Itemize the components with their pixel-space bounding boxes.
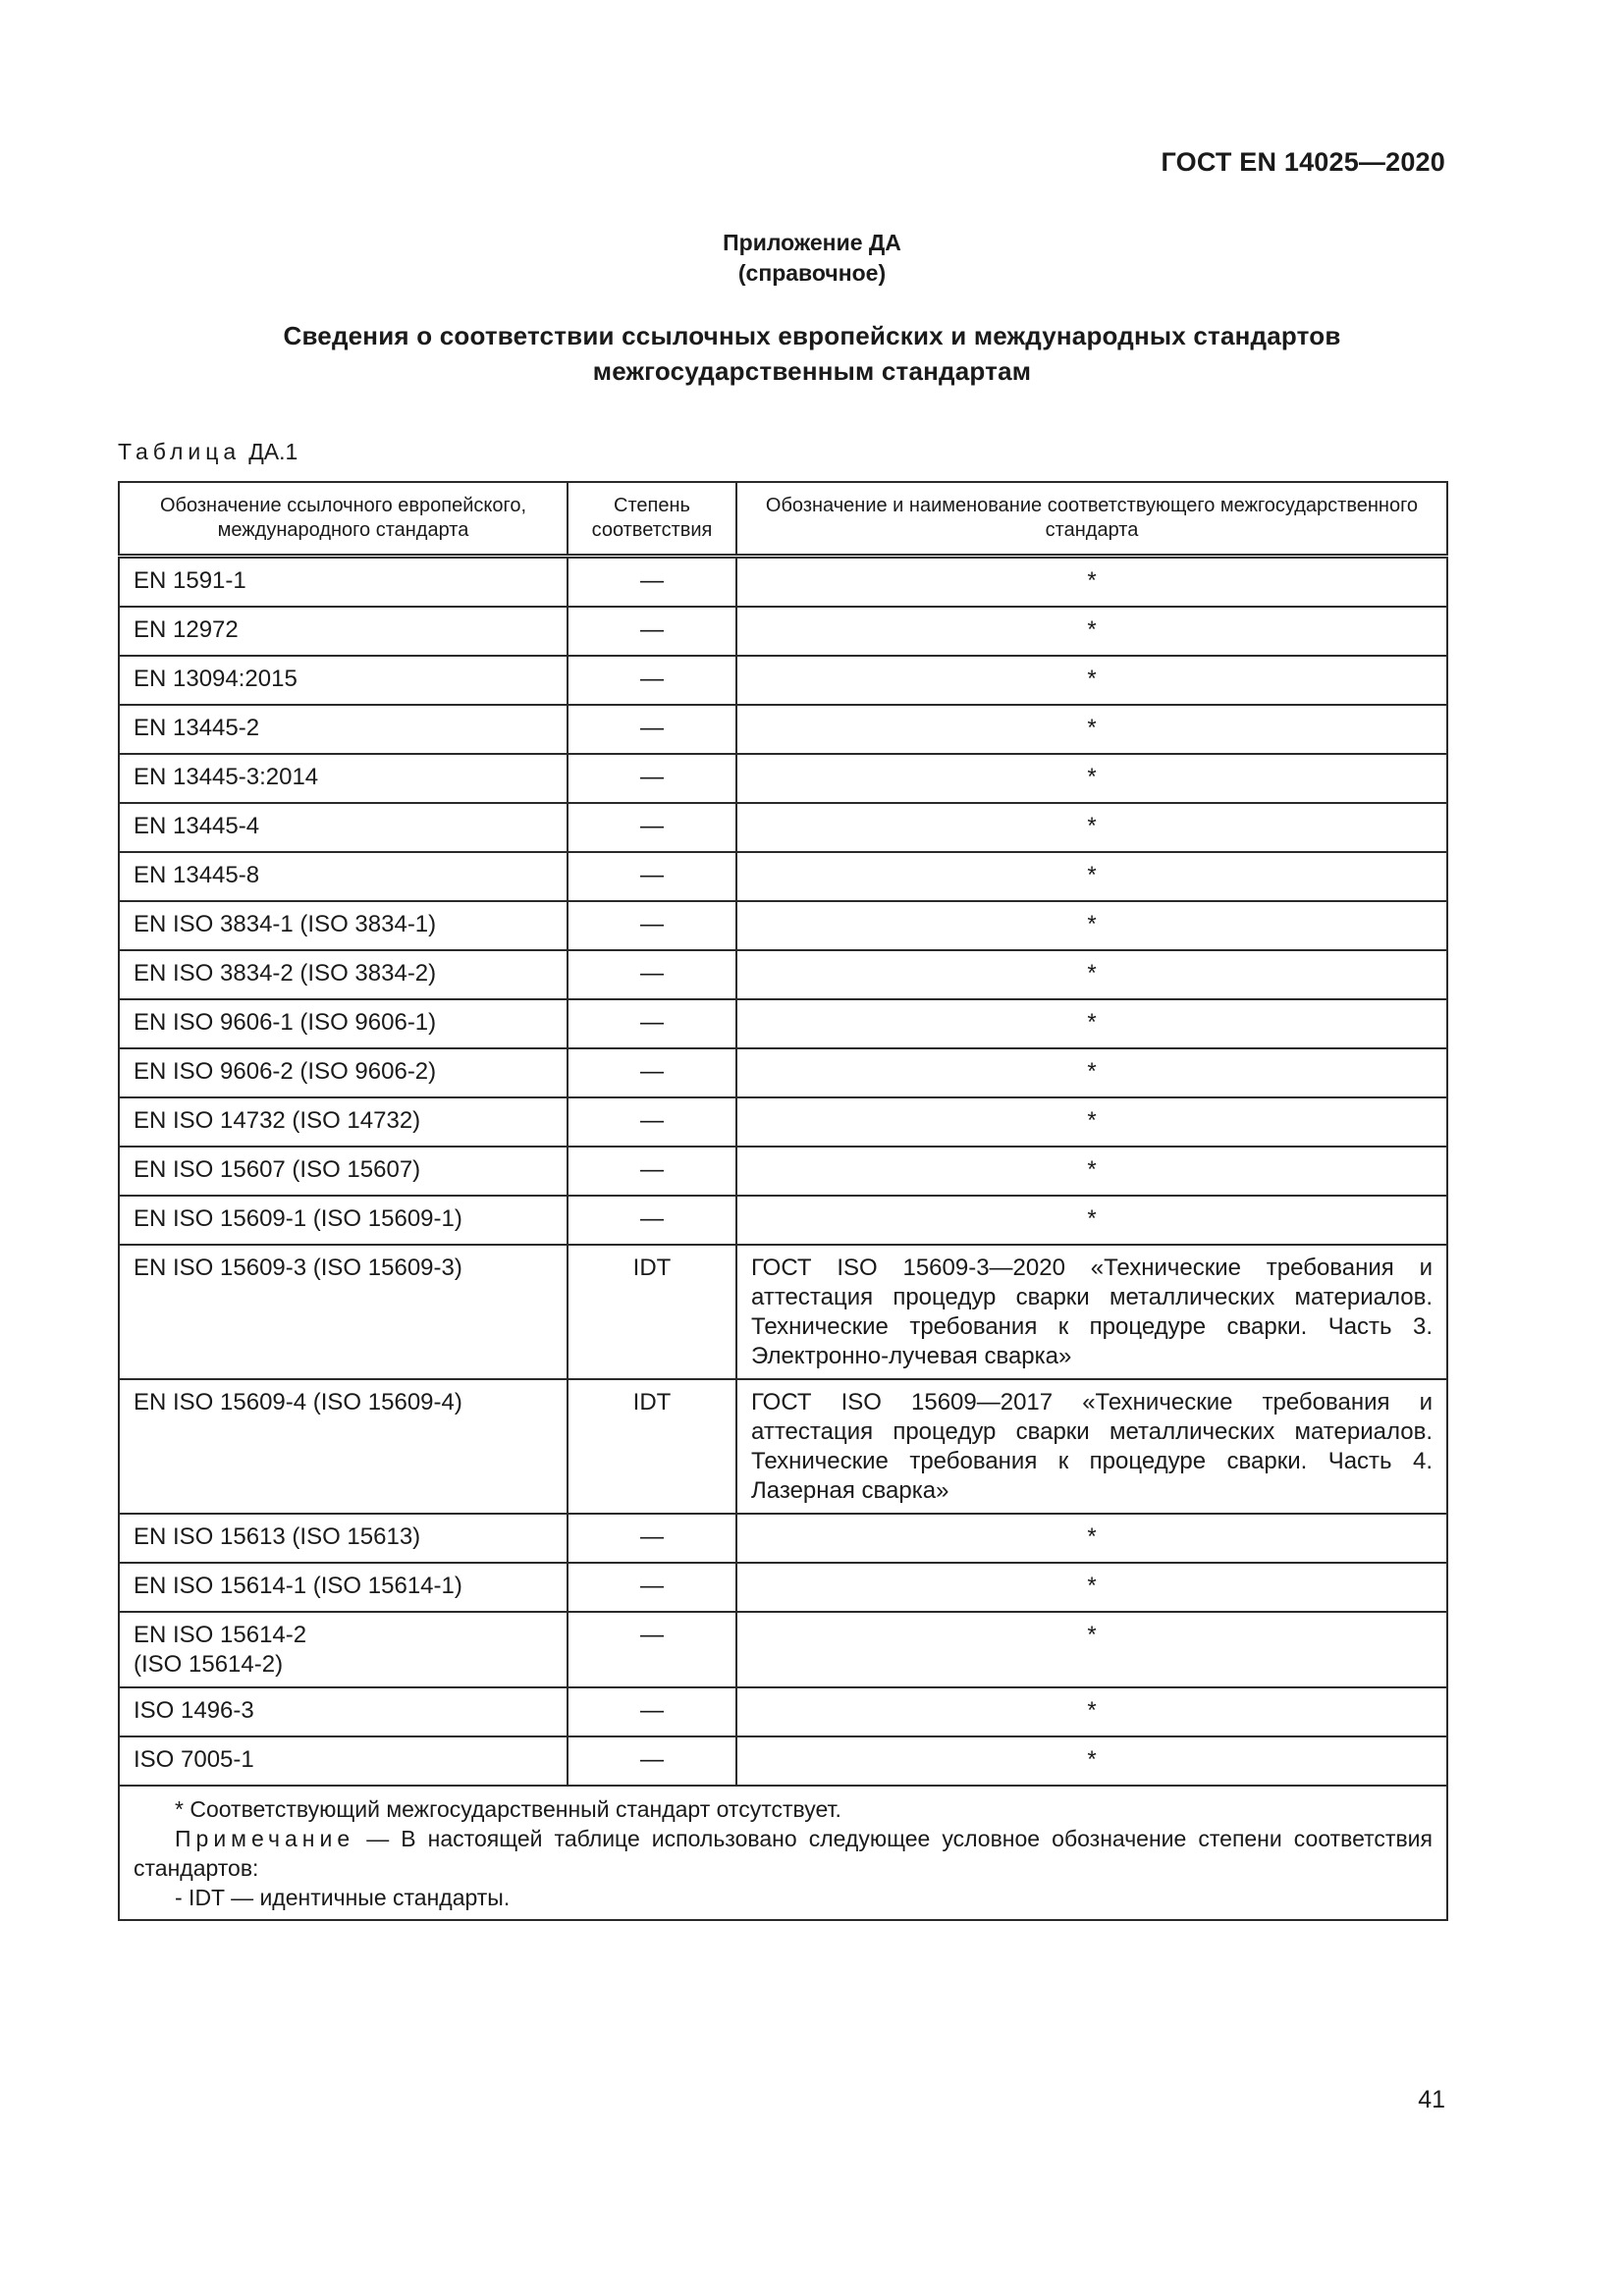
- cell-interstate-standard: *: [736, 1687, 1447, 1736]
- cell-reference-standard: EN ISO 3834-2 (ISO 3834-2): [119, 950, 568, 999]
- note-text: — В настоящей таблице использовано следующее условное обозначение степени соответствия стандартов:: [134, 1826, 1433, 1881]
- table-row: [119, 754, 1447, 803]
- cell-degree: —: [568, 1147, 736, 1196]
- cell-reference-standard: EN 13094:2015: [119, 656, 568, 705]
- annex-heading: [0, 228, 1624, 289]
- correspondence-table: [118, 481, 1448, 1921]
- cell-interstate-standard: *: [736, 754, 1447, 803]
- cell-interstate-standard: *: [736, 705, 1447, 754]
- cell-interstate-standard: *: [736, 901, 1447, 950]
- table-row: [119, 1379, 1447, 1514]
- table-row: [119, 901, 1447, 950]
- table-row: [119, 1514, 1447, 1563]
- cell-interstate-standard: *: [736, 1048, 1447, 1097]
- cell-degree: —: [568, 803, 736, 852]
- cell-reference-standard: EN ISO 15614-1 (ISO 15614-1): [119, 1563, 568, 1612]
- cell-degree: —: [568, 1196, 736, 1245]
- cell-interstate-standard: *: [736, 1147, 1447, 1196]
- cell-degree: —: [568, 999, 736, 1048]
- cell-reference-standard: EN 13445-8: [119, 852, 568, 901]
- document-designation: ГОСТ EN 14025—2020: [1161, 147, 1445, 177]
- cell-reference-standard: EN ISO 15613 (ISO 15613): [119, 1514, 568, 1563]
- header-reference-standard: Обозначение ссылочного европейского, международного стандарта: [119, 482, 568, 557]
- cell-reference-standard: EN ISO 15607 (ISO 15607): [119, 1147, 568, 1196]
- cell-interstate-standard: *: [736, 557, 1447, 608]
- table-row: [119, 803, 1447, 852]
- table-caption: [118, 439, 298, 465]
- cell-degree: —: [568, 1048, 736, 1097]
- table-row: [119, 1245, 1447, 1379]
- cell-reference-standard: EN ISO 15614-2 (ISO 15614-2): [119, 1612, 568, 1687]
- annex-kind: (справочное): [737, 260, 887, 286]
- cell-interstate-standard: *: [736, 803, 1447, 852]
- cell-degree: —: [568, 656, 736, 705]
- cell-interstate-standard: ГОСТ ISO 15609—2017 «Технические требования и аттестация процедур сварки металлических материалов. Технические требования к процедуре сварки. Часть 4. Лазерная сварка»: [736, 1379, 1447, 1514]
- cell-degree: —: [568, 1097, 736, 1147]
- cell-reference-standard: EN ISO 14732 (ISO 14732): [119, 1097, 568, 1147]
- table-notes: [119, 1786, 1447, 1920]
- cell-degree: —: [568, 754, 736, 803]
- note-list-item: - IDT — идентичные стандарты.: [175, 1885, 511, 1910]
- table-row: [119, 1563, 1447, 1612]
- cell-degree: —: [568, 1612, 736, 1687]
- table-caption-word: Таблица: [118, 439, 242, 464]
- table-caption-number: ДА.1: [248, 439, 298, 464]
- cell-degree: —: [568, 901, 736, 950]
- cell-reference-standard: EN 13445-4: [119, 803, 568, 852]
- cell-interstate-standard: *: [736, 999, 1447, 1048]
- cell-interstate-standard: *: [736, 1612, 1447, 1687]
- table-row: [119, 705, 1447, 754]
- cell-interstate-standard: *: [736, 1196, 1447, 1245]
- cell-interstate-standard: *: [736, 1514, 1447, 1563]
- cell-degree: —: [568, 1514, 736, 1563]
- table-header-row: [119, 482, 1447, 557]
- table-row: [119, 1736, 1447, 1786]
- annex-title: [118, 318, 1506, 389]
- cell-reference-standard: EN ISO 15609-1 (ISO 15609-1): [119, 1196, 568, 1245]
- cell-reference-standard: EN 1591-1: [119, 557, 568, 608]
- footnote: * Соответствующий межгосударственный стандарт отсутствует.: [175, 1796, 841, 1822]
- table-row: [119, 999, 1447, 1048]
- table-row: [119, 656, 1447, 705]
- cell-reference-standard: EN 13445-2: [119, 705, 568, 754]
- cell-degree: —: [568, 950, 736, 999]
- cell-degree: —: [568, 705, 736, 754]
- cell-interstate-standard: *: [736, 656, 1447, 705]
- cell-interstate-standard: *: [736, 1736, 1447, 1786]
- cell-reference-standard: EN ISO 15609-3 (ISO 15609-3): [119, 1245, 568, 1379]
- annex-label: Приложение ДА: [723, 230, 901, 255]
- cell-interstate-standard: *: [736, 1097, 1447, 1147]
- cell-reference-standard: EN 13445-3:2014: [119, 754, 568, 803]
- table-row: [119, 1196, 1447, 1245]
- cell-interstate-standard: *: [736, 950, 1447, 999]
- header-degree-of-correspondence: Степень соответствия: [568, 482, 736, 557]
- table-row: [119, 950, 1447, 999]
- cell-reference-standard: EN ISO 9606-2 (ISO 9606-2): [119, 1048, 568, 1097]
- header-interstate-standard: Обозначение и наименование соответствующего межгосударственного стандарта: [736, 482, 1447, 557]
- cell-reference-standard: EN ISO 3834-1 (ISO 3834-1): [119, 901, 568, 950]
- cell-reference-standard: EN ISO 15609-4 (ISO 15609-4): [119, 1379, 568, 1514]
- table-row: [119, 1048, 1447, 1097]
- table-row: [119, 1687, 1447, 1736]
- cell-degree: —: [568, 607, 736, 656]
- annex-title-line-2: межгосударственным стандартам: [592, 356, 1032, 386]
- table-row: [119, 557, 1447, 608]
- cell-reference-standard: EN 12972: [119, 607, 568, 656]
- table-row: [119, 607, 1447, 656]
- cell-interstate-standard: *: [736, 852, 1447, 901]
- cell-interstate-standard: *: [736, 607, 1447, 656]
- cell-degree: —: [568, 1563, 736, 1612]
- table-body: [119, 557, 1447, 1787]
- cell-interstate-standard: ГОСТ ISO 15609-3—2020 «Технические требования и аттестация процедур сварки металлических материалов. Технические требования к процедуре сварки. Часть 3. Электронно-лучевая сварка»: [736, 1245, 1447, 1379]
- cell-interstate-standard: *: [736, 1563, 1447, 1612]
- cell-degree: IDT: [568, 1245, 736, 1379]
- cell-degree: IDT: [568, 1379, 736, 1514]
- note-label: Примечание: [175, 1826, 355, 1851]
- table-row: [119, 1612, 1447, 1687]
- page-number: 41: [1418, 2086, 1445, 2113]
- table-row: [119, 1097, 1447, 1147]
- cell-degree: —: [568, 1736, 736, 1786]
- cell-reference-standard: EN ISO 9606-1 (ISO 9606-1): [119, 999, 568, 1048]
- cell-reference-standard: ISO 1496-3: [119, 1687, 568, 1736]
- annex-title-line-1: Сведения о соответствии ссылочных европейских и международных стандартов: [283, 321, 1341, 350]
- cell-degree: —: [568, 1687, 736, 1736]
- table-row: [119, 852, 1447, 901]
- table-footer-row: [119, 1786, 1447, 1920]
- cell-reference-standard: ISO 7005-1: [119, 1736, 568, 1786]
- table-note: [134, 1824, 1433, 1883]
- cell-degree: —: [568, 852, 736, 901]
- table-row: [119, 1147, 1447, 1196]
- cell-degree: —: [568, 557, 736, 608]
